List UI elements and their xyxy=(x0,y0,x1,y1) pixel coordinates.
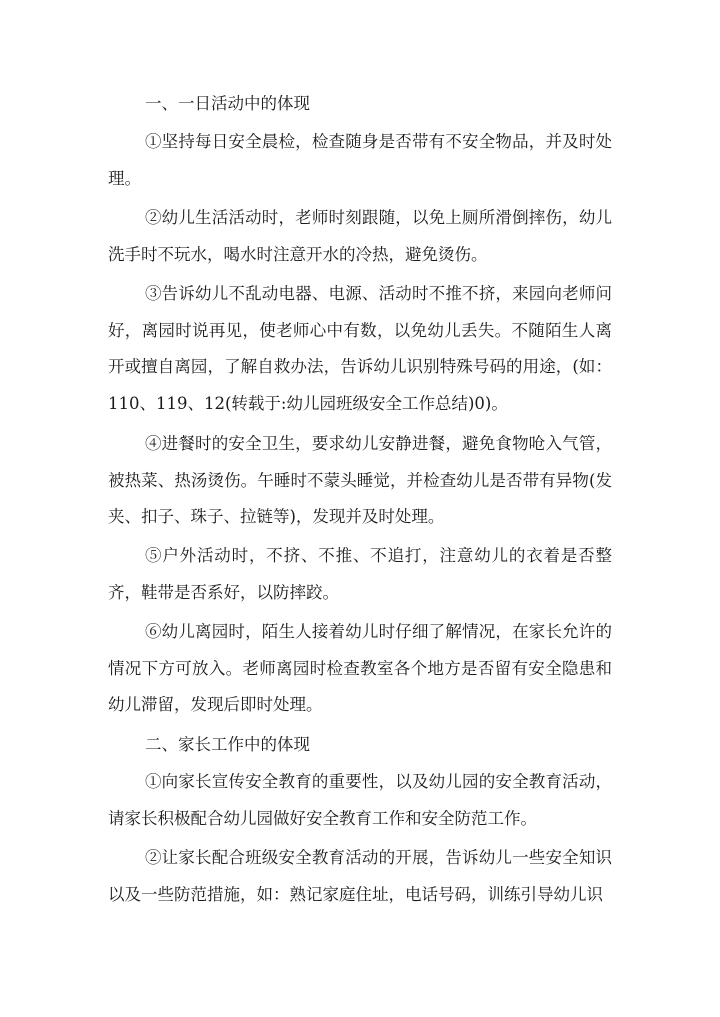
section-2-item-2: ②让家长配合班级安全教育活动的开展，告诉幼儿一些安全知识以及一些防范措施，如：熟记家庭住址，电话号码，训练引导幼儿识 xyxy=(108,848,612,904)
section-1-item-1: ①坚持每日安全晨检，检查随身是否带有不安全物品，并及时处理。 xyxy=(108,132,612,188)
section-1-heading: 一、一日活动中的体现 xyxy=(145,94,310,113)
section-1-item-4: ④进餐时的安全卫生，要求幼儿安静进餐，避免食物呛入气管，被热菜、热汤烫伤。午睡时不蒙头睡觉，并检查幼儿是否带有异物(发夹、扣子、珠子、拉链等)，发现并及时处理。 xyxy=(108,434,612,526)
section-1-item-5: ⑤户外活动时，不挤、不推、不追打，注意幼儿的衣着是否整齐，鞋带是否系好，以防摔跤。 xyxy=(108,546,612,602)
section-2-heading: 二、家长工作中的体现 xyxy=(145,735,310,754)
section-1-item-6: ⑥幼儿离园时，陌生人接着幼儿时仔细了解情况，在家长允许的情况下方可放入。老师离园时检查教室各个地方是否留有安全隐患和幼儿滞留，发现后即时处理。 xyxy=(108,622,612,714)
section-2-item-1: ①向家长宣传安全教育的重要性，以及幼儿园的安全教育活动，请家长积极配合幼儿园做好安全教育工作和安全防范工作。 xyxy=(108,772,612,828)
section-1-item-2: ②幼儿生活活动时，老师时刻跟随，以免上厕所滑倒摔伤，幼儿洗手时不玩水，喝水时注意开水的冷热，避免烫伤。 xyxy=(108,208,612,264)
section-1-item-3: ③告诉幼儿不乱动电器、电源、活动时不推不挤，来园向老师问好，离园时说再见，使老师心中有数，以免幼儿丢失。不随陌生人离开或擅自离园，了解自救办法，告诉幼儿识别特殊号码的用途，(如：110、119、12(转载于:幼儿园班级安全工作总结)0)。 xyxy=(108,284,612,413)
